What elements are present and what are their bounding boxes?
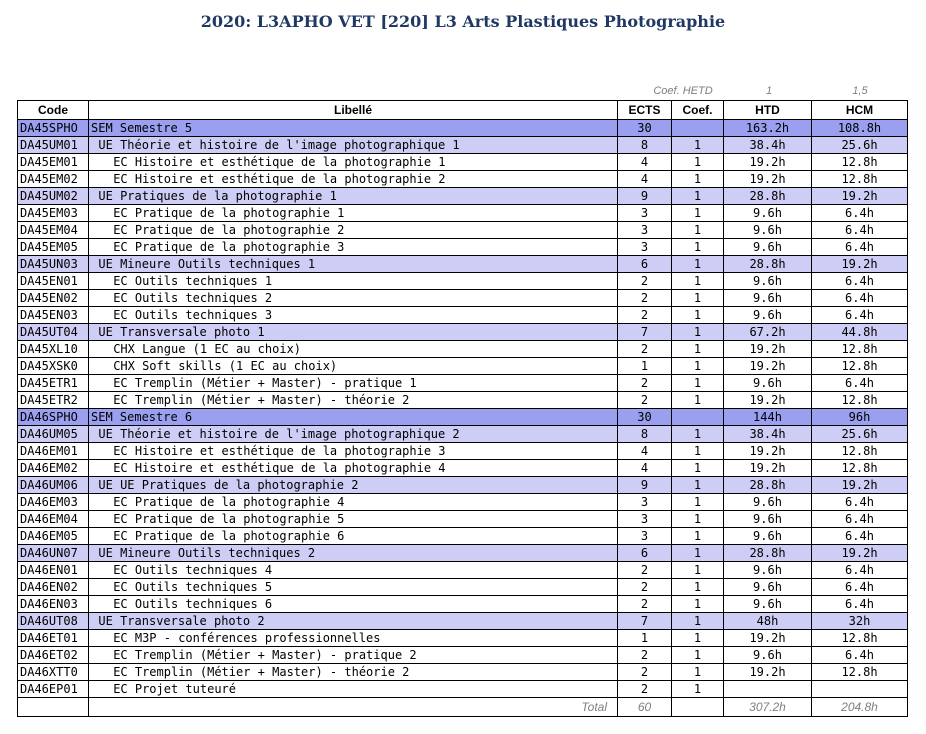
table-row <box>18 341 908 358</box>
cell-coef: 1 <box>672 222 724 239</box>
cell-libelle: EC Histoire et esthétique de la photographie 2 <box>89 171 618 188</box>
cell-code: DA46UN07 <box>18 545 89 562</box>
cell-ects: 9 <box>618 477 672 494</box>
cell-libelle: UE Théorie et histoire de l'image photographique 1 <box>89 137 618 154</box>
table-row <box>18 562 908 579</box>
cell-code: DA46UT08 <box>18 613 89 630</box>
cell-hcm: 12.8h <box>812 154 908 171</box>
cell-ects: 2 <box>618 392 672 409</box>
cell-code: DA45SPHO <box>18 120 89 137</box>
col-ects-header: ECTS <box>618 101 672 120</box>
cell-ects: 2 <box>618 596 672 613</box>
cell-code: DA45XL10 <box>18 341 89 358</box>
table-row <box>18 579 908 596</box>
table-row <box>18 460 908 477</box>
cell-hcm: 12.8h <box>812 358 908 375</box>
cell-ects: 3 <box>618 494 672 511</box>
cell-htd: 9.6h <box>724 528 812 545</box>
table-body <box>18 120 908 698</box>
cell-code: DA46SPHO <box>18 409 89 426</box>
cell-libelle: EC Pratique de la photographie 1 <box>89 205 618 222</box>
coef-hcm-value: 1,5 <box>852 85 868 97</box>
cell-coef: 1 <box>672 460 724 477</box>
cell-htd: 9.6h <box>724 562 812 579</box>
cell-code: DA46UM06 <box>18 477 89 494</box>
cell-ects: 1 <box>618 358 672 375</box>
cell-hcm: 32h <box>812 613 908 630</box>
col-coef-header: Coef. <box>672 101 724 120</box>
cell-libelle: EC Pratique de la photographie 2 <box>89 222 618 239</box>
ue-row <box>18 477 908 494</box>
cell-coef: 1 <box>672 664 724 681</box>
cell-libelle: EC Pratique de la photographie 6 <box>89 528 618 545</box>
vet-table <box>17 100 908 717</box>
cell-htd: 9.6h <box>724 511 812 528</box>
cell-coef: 1 <box>672 528 724 545</box>
cell-code: DA45UM01 <box>18 137 89 154</box>
cell-code: DA45XSK0 <box>18 358 89 375</box>
cell-coef <box>672 409 724 426</box>
cell-ects: 2 <box>618 375 672 392</box>
cell-libelle: UE Transversale photo 2 <box>89 613 618 630</box>
cell-code: DA46ET02 <box>18 647 89 664</box>
cell-hcm: 12.8h <box>812 664 908 681</box>
cell-htd: 19.2h <box>724 460 812 477</box>
cell-htd: 9.6h <box>724 579 812 596</box>
cell-hcm: 25.6h <box>812 137 908 154</box>
cell-code: DA45EN01 <box>18 273 89 290</box>
cell-htd: 9.6h <box>724 239 812 256</box>
total-row <box>18 698 908 717</box>
cell-htd: 9.6h <box>724 290 812 307</box>
cell-coef: 1 <box>672 426 724 443</box>
cell-coef: 1 <box>672 324 724 341</box>
cell-coef: 1 <box>672 239 724 256</box>
cell-ects: 3 <box>618 528 672 545</box>
cell-hcm: 12.8h <box>812 443 908 460</box>
cell-htd: 9.6h <box>724 307 812 324</box>
cell-ects: 8 <box>618 426 672 443</box>
cell-htd: 19.2h <box>724 443 812 460</box>
cell-hcm: 6.4h <box>812 596 908 613</box>
cell-ects: 6 <box>618 545 672 562</box>
cell-ects: 2 <box>618 341 672 358</box>
cell-coef: 1 <box>672 511 724 528</box>
cell-hcm: 12.8h <box>812 392 908 409</box>
cell-htd: 19.2h <box>724 392 812 409</box>
cell-htd: 28.8h <box>724 545 812 562</box>
cell-coef: 1 <box>672 307 724 324</box>
cell-htd: 19.2h <box>724 171 812 188</box>
cell-hcm: 19.2h <box>812 188 908 205</box>
cell-hcm: 44.8h <box>812 324 908 341</box>
cell-htd: 9.6h <box>724 273 812 290</box>
cell-ects: 2 <box>618 681 672 698</box>
cell-hcm: 6.4h <box>812 290 908 307</box>
cell-libelle: EC Outils techniques 2 <box>89 290 618 307</box>
cell-htd: 9.6h <box>724 222 812 239</box>
coef-hetd-row <box>0 85 926 98</box>
cell-htd: 144h <box>724 409 812 426</box>
table-row <box>18 528 908 545</box>
cell-coef: 1 <box>672 647 724 664</box>
cell-libelle: UE Pratiques de la photographie 1 <box>89 188 618 205</box>
cell-htd: 67.2h <box>724 324 812 341</box>
cell-code: DA45EM04 <box>18 222 89 239</box>
table-row <box>18 222 908 239</box>
cell-htd: 28.8h <box>724 188 812 205</box>
cell-hcm: 6.4h <box>812 511 908 528</box>
cell-hcm: 6.4h <box>812 562 908 579</box>
cell-hcm: 6.4h <box>812 239 908 256</box>
cell-hcm: 12.8h <box>812 630 908 647</box>
cell-code: DA45ETR1 <box>18 375 89 392</box>
cell-hcm: 6.4h <box>812 647 908 664</box>
table-row <box>18 681 908 698</box>
cell-libelle: EC Outils techniques 4 <box>89 562 618 579</box>
cell-coef: 1 <box>672 613 724 630</box>
cell-ects: 2 <box>618 562 672 579</box>
cell-code: DA45EM05 <box>18 239 89 256</box>
cell-ects: 3 <box>618 222 672 239</box>
cell-coef: 1 <box>672 494 724 511</box>
cell-coef: 1 <box>672 341 724 358</box>
cell-code: DA45EN03 <box>18 307 89 324</box>
cell-libelle: EC Tremplin (Métier + Master) - théorie 2 <box>89 664 618 681</box>
cell-libelle: EC Pratique de la photographie 4 <box>89 494 618 511</box>
cell-coef: 1 <box>672 171 724 188</box>
cell-ects: 30 <box>618 120 672 137</box>
cell-libelle: UE Mineure Outils techniques 2 <box>89 545 618 562</box>
total-code-cell <box>18 698 89 717</box>
cell-ects: 9 <box>618 188 672 205</box>
cell-ects: 6 <box>618 256 672 273</box>
table-row <box>18 664 908 681</box>
col-libelle-header: Libellé <box>89 101 618 120</box>
table-row <box>18 205 908 222</box>
ue-row <box>18 545 908 562</box>
cell-htd: 19.2h <box>724 664 812 681</box>
table-row <box>18 630 908 647</box>
cell-htd: 19.2h <box>724 341 812 358</box>
cell-code: DA45EM01 <box>18 154 89 171</box>
cell-libelle: UE UE Pratiques de la photographie 2 <box>89 477 618 494</box>
cell-coef: 1 <box>672 579 724 596</box>
total-coef-cell <box>672 698 724 717</box>
cell-libelle: EC M3P - conférences professionnelles <box>89 630 618 647</box>
cell-ects: 4 <box>618 171 672 188</box>
cell-code: DA46EP01 <box>18 681 89 698</box>
cell-ects: 3 <box>618 205 672 222</box>
cell-libelle: EC Histoire et esthétique de la photographie 4 <box>89 460 618 477</box>
coef-hetd-label: Coef. HETD <box>653 85 713 97</box>
cell-htd <box>724 681 812 698</box>
cell-htd: 38.4h <box>724 426 812 443</box>
semester-row <box>18 120 908 137</box>
cell-libelle: UE Théorie et histoire de l'image photographique 2 <box>89 426 618 443</box>
cell-ects: 2 <box>618 290 672 307</box>
ue-row <box>18 426 908 443</box>
col-htd-header: HTD <box>724 101 812 120</box>
cell-libelle: EC Outils techniques 6 <box>89 596 618 613</box>
cell-coef: 1 <box>672 154 724 171</box>
cell-hcm: 108.8h <box>812 120 908 137</box>
cell-htd: 28.8h <box>724 256 812 273</box>
cell-code: DA45EN02 <box>18 290 89 307</box>
cell-code: DA46EM04 <box>18 511 89 528</box>
cell-coef: 1 <box>672 256 724 273</box>
cell-code: DA46XTT0 <box>18 664 89 681</box>
cell-libelle: EC Histoire et esthétique de la photographie 3 <box>89 443 618 460</box>
table-row <box>18 290 908 307</box>
cell-hcm: 6.4h <box>812 528 908 545</box>
table-row <box>18 375 908 392</box>
cell-ects: 4 <box>618 154 672 171</box>
table-row <box>18 511 908 528</box>
cell-hcm <box>812 681 908 698</box>
cell-code: DA46EN03 <box>18 596 89 613</box>
cell-hcm: 6.4h <box>812 222 908 239</box>
cell-hcm: 12.8h <box>812 341 908 358</box>
ue-row <box>18 256 908 273</box>
cell-code: DA46EM02 <box>18 460 89 477</box>
cell-libelle: SEM Semestre 6 <box>89 409 618 426</box>
cell-coef: 1 <box>672 375 724 392</box>
cell-ects: 2 <box>618 664 672 681</box>
cell-coef: 1 <box>672 205 724 222</box>
cell-code: DA46EN01 <box>18 562 89 579</box>
cell-libelle: UE Transversale photo 1 <box>89 324 618 341</box>
cell-hcm: 19.2h <box>812 477 908 494</box>
cell-hcm: 25.6h <box>812 426 908 443</box>
total-htd: 307.2h <box>724 698 812 717</box>
header-row <box>18 101 908 120</box>
page-title: 2020: L3APHO VET [220] L3 Arts Plastiques Photographie <box>200 12 726 31</box>
cell-htd: 19.2h <box>724 630 812 647</box>
cell-ects: 7 <box>618 613 672 630</box>
ue-row <box>18 613 908 630</box>
cell-htd: 9.6h <box>724 596 812 613</box>
cell-ects: 30 <box>618 409 672 426</box>
total-hcm: 204.8h <box>812 698 908 717</box>
cell-coef: 1 <box>672 137 724 154</box>
total-label: Total <box>89 698 618 717</box>
cell-ects: 1 <box>618 630 672 647</box>
cell-libelle: EC Outils techniques 5 <box>89 579 618 596</box>
cell-libelle: EC Pratique de la photographie 5 <box>89 511 618 528</box>
cell-code: DA46EM03 <box>18 494 89 511</box>
cell-hcm: 6.4h <box>812 307 908 324</box>
cell-ects: 2 <box>618 647 672 664</box>
cell-code: DA45EM02 <box>18 171 89 188</box>
cell-libelle: SEM Semestre 5 <box>89 120 618 137</box>
cell-hcm: 6.4h <box>812 579 908 596</box>
cell-ects: 7 <box>618 324 672 341</box>
cell-ects: 3 <box>618 239 672 256</box>
cell-coef: 1 <box>672 290 724 307</box>
cell-code: DA45ETR2 <box>18 392 89 409</box>
cell-ects: 8 <box>618 137 672 154</box>
cell-htd: 9.6h <box>724 494 812 511</box>
cell-code: DA45UT04 <box>18 324 89 341</box>
cell-coef: 1 <box>672 562 724 579</box>
cell-libelle: EC Tremplin (Métier + Master) - pratique 1 <box>89 375 618 392</box>
cell-code: DA46EM05 <box>18 528 89 545</box>
cell-hcm: 6.4h <box>812 375 908 392</box>
ue-row <box>18 324 908 341</box>
cell-ects: 4 <box>618 443 672 460</box>
cell-ects: 4 <box>618 460 672 477</box>
table-row <box>18 307 908 324</box>
cell-hcm: 19.2h <box>812 256 908 273</box>
cell-coef: 1 <box>672 545 724 562</box>
table-row <box>18 273 908 290</box>
cell-code: DA45EM03 <box>18 205 89 222</box>
cell-hcm: 12.8h <box>812 460 908 477</box>
table-row <box>18 494 908 511</box>
cell-htd: 9.6h <box>724 647 812 664</box>
ue-row <box>18 188 908 205</box>
table-row <box>18 443 908 460</box>
cell-libelle: EC Tremplin (Métier + Master) - pratique 2 <box>89 647 618 664</box>
cell-libelle: EC Outils techniques 3 <box>89 307 618 324</box>
cell-hcm: 12.8h <box>812 171 908 188</box>
cell-coef: 1 <box>672 630 724 647</box>
cell-htd: 38.4h <box>724 137 812 154</box>
cell-hcm: 6.4h <box>812 273 908 290</box>
cell-code: DA46ET01 <box>18 630 89 647</box>
cell-htd: 9.6h <box>724 375 812 392</box>
cell-code: DA46EM01 <box>18 443 89 460</box>
cell-libelle: EC Outils techniques 1 <box>89 273 618 290</box>
cell-htd: 19.2h <box>724 154 812 171</box>
cell-code: DA46UM05 <box>18 426 89 443</box>
cell-htd: 163.2h <box>724 120 812 137</box>
semester-row <box>18 409 908 426</box>
col-code-header: Code <box>18 101 89 120</box>
cell-code: DA45UN03 <box>18 256 89 273</box>
cell-code: DA45UM02 <box>18 188 89 205</box>
cell-coef: 1 <box>672 443 724 460</box>
cell-libelle: EC Pratique de la photographie 3 <box>89 239 618 256</box>
cell-htd: 28.8h <box>724 477 812 494</box>
cell-coef: 1 <box>672 358 724 375</box>
cell-code: DA46EN02 <box>18 579 89 596</box>
table-row <box>18 647 908 664</box>
cell-libelle: UE Mineure Outils techniques 1 <box>89 256 618 273</box>
cell-libelle: EC Tremplin (Métier + Master) - théorie 2 <box>89 392 618 409</box>
cell-libelle: CHX Langue (1 EC au choix) <box>89 341 618 358</box>
table-row <box>18 392 908 409</box>
cell-hcm: 19.2h <box>812 545 908 562</box>
cell-libelle: CHX Soft skills (1 EC au choix) <box>89 358 618 375</box>
cell-coef: 1 <box>672 273 724 290</box>
cell-libelle: EC Projet tuteuré <box>89 681 618 698</box>
coef-htd-value: 1 <box>765 85 773 97</box>
cell-coef: 1 <box>672 392 724 409</box>
table-row <box>18 171 908 188</box>
cell-ects: 3 <box>618 511 672 528</box>
cell-htd: 48h <box>724 613 812 630</box>
total-ects: 60 <box>618 698 672 717</box>
cell-hcm: 96h <box>812 409 908 426</box>
table-row <box>18 154 908 171</box>
cell-coef <box>672 120 724 137</box>
col-hcm-header: HCM <box>812 101 908 120</box>
cell-htd: 19.2h <box>724 358 812 375</box>
table-row <box>18 596 908 613</box>
cell-ects: 2 <box>618 307 672 324</box>
cell-htd: 9.6h <box>724 205 812 222</box>
cell-ects: 2 <box>618 579 672 596</box>
cell-coef: 1 <box>672 477 724 494</box>
table-row <box>18 358 908 375</box>
cell-coef: 1 <box>672 188 724 205</box>
cell-coef: 1 <box>672 681 724 698</box>
table-row <box>18 239 908 256</box>
cell-libelle: EC Histoire et esthétique de la photographie 1 <box>89 154 618 171</box>
cell-hcm: 6.4h <box>812 494 908 511</box>
ue-row <box>18 137 908 154</box>
cell-coef: 1 <box>672 596 724 613</box>
cell-hcm: 6.4h <box>812 205 908 222</box>
cell-ects: 2 <box>618 273 672 290</box>
